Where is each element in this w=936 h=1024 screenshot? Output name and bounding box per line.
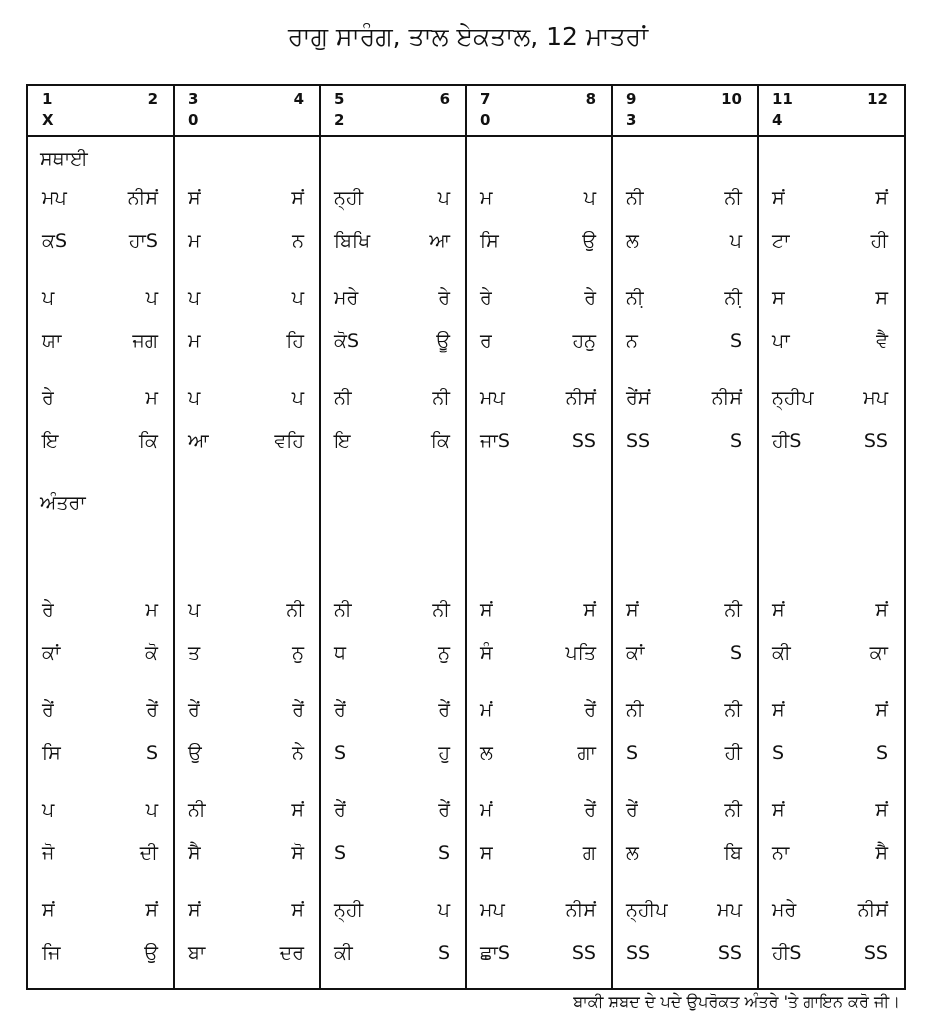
bol-syllable: ਮ xyxy=(188,230,201,252)
bol-syllable: ਕਾ xyxy=(869,642,888,664)
bol-syllable: SS xyxy=(863,430,888,452)
swar-note: ਸਂ xyxy=(480,599,493,621)
swar-note: ਨੀ xyxy=(334,387,352,409)
bol-syllable: ਉ xyxy=(144,942,158,964)
division-divider xyxy=(173,86,175,988)
swar-note: ਨੀਸਂ xyxy=(127,187,158,209)
bol-syllable: ਆ xyxy=(429,230,450,252)
bol-syllable: ਦਰ xyxy=(279,942,304,964)
swar-note: ਮ xyxy=(145,599,158,621)
swar-note: ਰੇਂ xyxy=(188,699,200,721)
taal-mark: 3 xyxy=(626,111,637,129)
swar-note: ਮਂ xyxy=(480,799,493,821)
swar-note: ਨੀ xyxy=(188,799,206,821)
bol-syllable: ਉ xyxy=(582,230,596,252)
bol-syllable: S xyxy=(729,642,742,664)
swar-note: ਨੀ xyxy=(286,599,304,621)
bol-syllable: ਹੀ xyxy=(724,742,742,764)
bol-syllable: ਧ xyxy=(334,642,346,664)
swar-note: ਸਂ xyxy=(583,599,596,621)
bol-syllable: SS xyxy=(626,430,651,452)
swar-note: ਪ xyxy=(188,599,201,621)
swar-note: ਰੇਂ xyxy=(146,699,158,721)
bol-syllable: ਜਿ xyxy=(42,942,61,964)
bol-syllable: ਲ xyxy=(480,742,493,764)
bol-syllable: ਹਨੁ xyxy=(572,330,596,352)
swar-note: ਰੇ xyxy=(42,387,54,409)
swar-note: ਸਂ xyxy=(772,187,785,209)
bol-syllable: ਗ xyxy=(582,842,596,864)
bol-syllable: ਪਾ xyxy=(772,330,790,352)
beat-number: 12 xyxy=(867,90,888,108)
bol-syllable: S xyxy=(626,742,639,764)
swar-note: ਨੀਸਂ xyxy=(565,899,596,921)
beat-number: 8 xyxy=(585,90,596,108)
swar-note: ਸਂ xyxy=(291,799,304,821)
swar-note: ਸਂ xyxy=(42,899,55,921)
bol-syllable: ਸੋ xyxy=(291,842,304,864)
swar-note: ਮ xyxy=(480,187,493,209)
bol-syllable: ਹੀ xyxy=(870,230,888,252)
beat-number: 9 xyxy=(626,90,637,108)
beat-number: 5 xyxy=(334,90,345,108)
swar-note: ਪ xyxy=(42,287,55,309)
bol-syllable: ਊ xyxy=(436,330,450,352)
swar-note: ਮਪ xyxy=(863,387,888,409)
swar-note: ਸ xyxy=(875,287,888,309)
swar-note: ਰੇਂ xyxy=(334,799,346,821)
bol-syllable: ਵੈ xyxy=(876,330,888,352)
swar-note: ਨੀ xyxy=(724,799,742,821)
swar-note: ਨੀ਼ xyxy=(626,287,644,309)
bol-syllable: ਸੈ xyxy=(875,842,888,864)
beat-number: 4 xyxy=(293,90,304,108)
bol-syllable: S xyxy=(334,842,347,864)
swar-note: ਸਂ xyxy=(188,899,201,921)
beat-number: 1 xyxy=(42,90,53,108)
bol-syllable: ਕੋS xyxy=(334,330,360,352)
swar-note: ਮਂ xyxy=(480,699,493,721)
bol-syllable: SS xyxy=(717,942,742,964)
bol-syllable: S xyxy=(437,842,450,864)
bol-syllable: ਨ xyxy=(292,230,304,252)
bol-syllable: ਇ xyxy=(334,430,351,452)
swar-note: ਰੇਂਸਂ xyxy=(626,387,651,409)
swar-note: ਨੀ xyxy=(626,699,644,721)
bol-syllable: ਰ xyxy=(480,330,492,352)
bol-syllable: ਮ xyxy=(188,330,201,352)
beat-number: 7 xyxy=(480,90,491,108)
bol-syllable: ਕਿ xyxy=(430,430,450,452)
bol-syllable: ਬਿਖਿ xyxy=(334,230,371,252)
swar-note: ਸਂ xyxy=(772,699,785,721)
swar-note: ਨੀ xyxy=(334,599,352,621)
swar-note: ਰੇਂ xyxy=(438,799,450,821)
bol-syllable: ਛਾS xyxy=(480,942,510,964)
bol-syllable: ਬਿ xyxy=(724,842,742,864)
bol-syllable: ਸੰ xyxy=(480,642,493,664)
bol-syllable: ਨ xyxy=(626,330,638,352)
swar-note: ਨੀਸਂ xyxy=(857,899,888,921)
bol-syllable: ਸਿ xyxy=(42,742,61,764)
swar-note: ਸਂ xyxy=(875,187,888,209)
bol-syllable: ਪ xyxy=(729,230,742,252)
swar-note: ਨੀਸਂ xyxy=(711,387,742,409)
swar-note: ਰੇਂ xyxy=(334,699,346,721)
swar-note: ਰੇਂ xyxy=(626,799,638,821)
bol-syllable: ਕੀ xyxy=(772,642,791,664)
swar-note: ਮਪ xyxy=(480,387,505,409)
swar-note: ਮ xyxy=(145,387,158,409)
swar-note: ਮਰੇ xyxy=(772,899,797,921)
division-divider xyxy=(757,86,759,988)
swar-note: ਰੇਂ xyxy=(438,699,450,721)
bol-syllable: ਨਾ xyxy=(772,842,790,864)
bol-syllable: ਜਾS xyxy=(480,430,510,452)
swar-note: ਸਂ xyxy=(875,799,888,821)
bol-syllable: S xyxy=(875,742,888,764)
bol-syllable: S xyxy=(334,742,347,764)
swar-note: ਰੇ xyxy=(584,287,596,309)
swar-note: ਸਂ xyxy=(772,599,785,621)
swar-note: ਸਂ xyxy=(188,187,201,209)
bol-syllable: SS xyxy=(626,942,651,964)
bol-syllable: ਤ xyxy=(188,642,201,664)
swar-note: ਨੀ xyxy=(432,599,450,621)
swar-note: ਨ੍ਹੀ xyxy=(334,899,364,921)
swar-note: ਪ xyxy=(291,387,304,409)
swar-note: ਪ xyxy=(437,899,450,921)
bol-syllable: ਵਹਿ xyxy=(274,430,304,452)
swar-note: ਰੇਂ xyxy=(42,699,54,721)
swar-note: ਨੀਸਂ xyxy=(565,387,596,409)
swar-note: ਨ੍ਹੀਪ xyxy=(626,899,668,921)
bol-syllable: ਕੀ xyxy=(334,942,353,964)
swar-note: ਰੇ xyxy=(438,287,450,309)
bol-syllable: ਲ xyxy=(626,842,639,864)
swar-note: ਮਪ xyxy=(717,899,742,921)
bol-syllable: S xyxy=(729,330,742,352)
footer-note: ਬਾਕੀ ਸ਼ਬਦ ਦੇ ਪਦੇ ਉਪਰੋਕਤ ਅੰਤਰੇ 'ਤੇ ਗਾਇਨ ਕਰੋ ਜੀ। xyxy=(573,992,900,1011)
bol-syllable: ਕੋ xyxy=(145,642,158,664)
bol-syllable: ਉ xyxy=(188,742,202,764)
swar-note: ਨ੍ਹੀ xyxy=(334,187,364,209)
bol-syllable: ਨੁ xyxy=(438,642,450,664)
taal-mark: X xyxy=(42,111,54,129)
bol-syllable: ਕਾਂ xyxy=(626,642,645,664)
section-label: ਸਥਾਈ xyxy=(40,148,88,170)
bol-syllable: ਲ xyxy=(626,230,639,252)
bol-syllable: ਹੀS xyxy=(772,430,802,452)
swar-note: ਸਂ xyxy=(291,899,304,921)
swar-note: ਸਂ xyxy=(145,899,158,921)
swar-note: ਨ੍ਹੀਪ xyxy=(772,387,814,409)
division-divider xyxy=(465,86,467,988)
swar-note: ਮਪ xyxy=(480,899,505,921)
bol-syllable: ਜਗ xyxy=(132,330,158,352)
page-title: ਰਾਗੁ ਸਾਰੰਗ, ਤਾਲ ਏਕਤਾਲ, 12 ਮਾਤਰਾਂ xyxy=(287,22,649,51)
bol-syllable: ਹੀS xyxy=(772,942,802,964)
bol-syllable: ਨੇ xyxy=(292,742,304,764)
bol-syllable: ਸਿ xyxy=(480,230,499,252)
swar-note: ਨੀ xyxy=(724,699,742,721)
swar-note: ਪ xyxy=(145,287,158,309)
bol-syllable: SS xyxy=(863,942,888,964)
swar-note: ਪ xyxy=(188,387,201,409)
bol-syllable: ਜੋ xyxy=(42,842,55,864)
swar-note: ਨੀ xyxy=(724,599,742,621)
bol-syllable: SS xyxy=(571,430,596,452)
bol-syllable: ਪਤਿ xyxy=(565,642,596,664)
swar-note: ਨੀ xyxy=(432,387,450,409)
bol-syllable: S xyxy=(437,942,450,964)
bol-syllable: ਗਾ xyxy=(577,742,596,764)
swar-note: ਨੀ xyxy=(724,187,742,209)
bol-syllable: ਹਾS xyxy=(128,230,158,252)
bol-syllable: ਕS xyxy=(42,230,68,252)
bol-syllable: ਬਾ xyxy=(188,942,206,964)
bol-syllable: ਕਿ xyxy=(138,430,158,452)
division-divider xyxy=(319,86,321,988)
taal-mark: 0 xyxy=(480,111,491,129)
section-label: ਅੰਤਰਾ xyxy=(40,492,86,514)
bol-syllable: ਇ xyxy=(42,430,59,452)
bol-syllable: ਯਾ xyxy=(42,330,62,352)
swar-note: ਨੀ਼ xyxy=(724,287,742,309)
swar-note: ਰੇਂ xyxy=(584,799,596,821)
swar-note: ਪ xyxy=(145,799,158,821)
swar-note: ਸਂ xyxy=(291,187,304,209)
bol-syllable: S xyxy=(145,742,158,764)
swar-note: ਪ xyxy=(188,287,201,309)
swar-note: ਪ xyxy=(583,187,596,209)
bol-syllable: SS xyxy=(571,942,596,964)
swar-note: ਸਂ xyxy=(875,599,888,621)
beat-number: 6 xyxy=(439,90,450,108)
bol-syllable: ਸੈ xyxy=(188,842,201,864)
swar-note: ਰੇਂ xyxy=(584,699,596,721)
swar-note: ਸਂ xyxy=(772,799,785,821)
division-divider xyxy=(611,86,613,988)
swar-note: ਰੇ xyxy=(42,599,54,621)
taal-mark: 0 xyxy=(188,111,199,129)
beat-number: 2 xyxy=(147,90,158,108)
bol-syllable: ਕਾਂ xyxy=(42,642,61,664)
bol-syllable: ਦੀ xyxy=(139,842,158,864)
swar-note: ਮਪ xyxy=(42,187,67,209)
swar-note: ਪ xyxy=(291,287,304,309)
swar-note: ਸਂ xyxy=(875,699,888,721)
notation-table xyxy=(26,84,906,990)
bol-syllable: ਟਾ xyxy=(772,230,790,252)
beat-number: 3 xyxy=(188,90,199,108)
beat-number: 11 xyxy=(772,90,793,108)
swar-note: ਨੀ xyxy=(626,187,644,209)
bol-syllable: ਹੁ xyxy=(438,742,450,764)
swar-note: ਰੇ xyxy=(480,287,492,309)
bol-syllable: ਹਿ xyxy=(286,330,304,352)
swar-note: ਮਰੇ xyxy=(334,287,359,309)
bol-syllable: ਸ xyxy=(480,842,493,864)
swar-note: ਪ xyxy=(42,799,55,821)
swar-note: ਰੇਂ xyxy=(292,699,304,721)
swar-note: ਪ xyxy=(437,187,450,209)
taal-mark: 2 xyxy=(334,111,345,129)
swar-note: ਸ xyxy=(772,287,785,309)
bol-syllable: ਆ xyxy=(188,430,209,452)
taal-mark: 4 xyxy=(772,111,783,129)
bol-syllable: S xyxy=(772,742,785,764)
swar-note: ਸਂ xyxy=(626,599,639,621)
beat-number: 10 xyxy=(721,90,742,108)
bol-syllable: ਨੁ xyxy=(292,642,304,664)
bol-syllable: S xyxy=(729,430,742,452)
